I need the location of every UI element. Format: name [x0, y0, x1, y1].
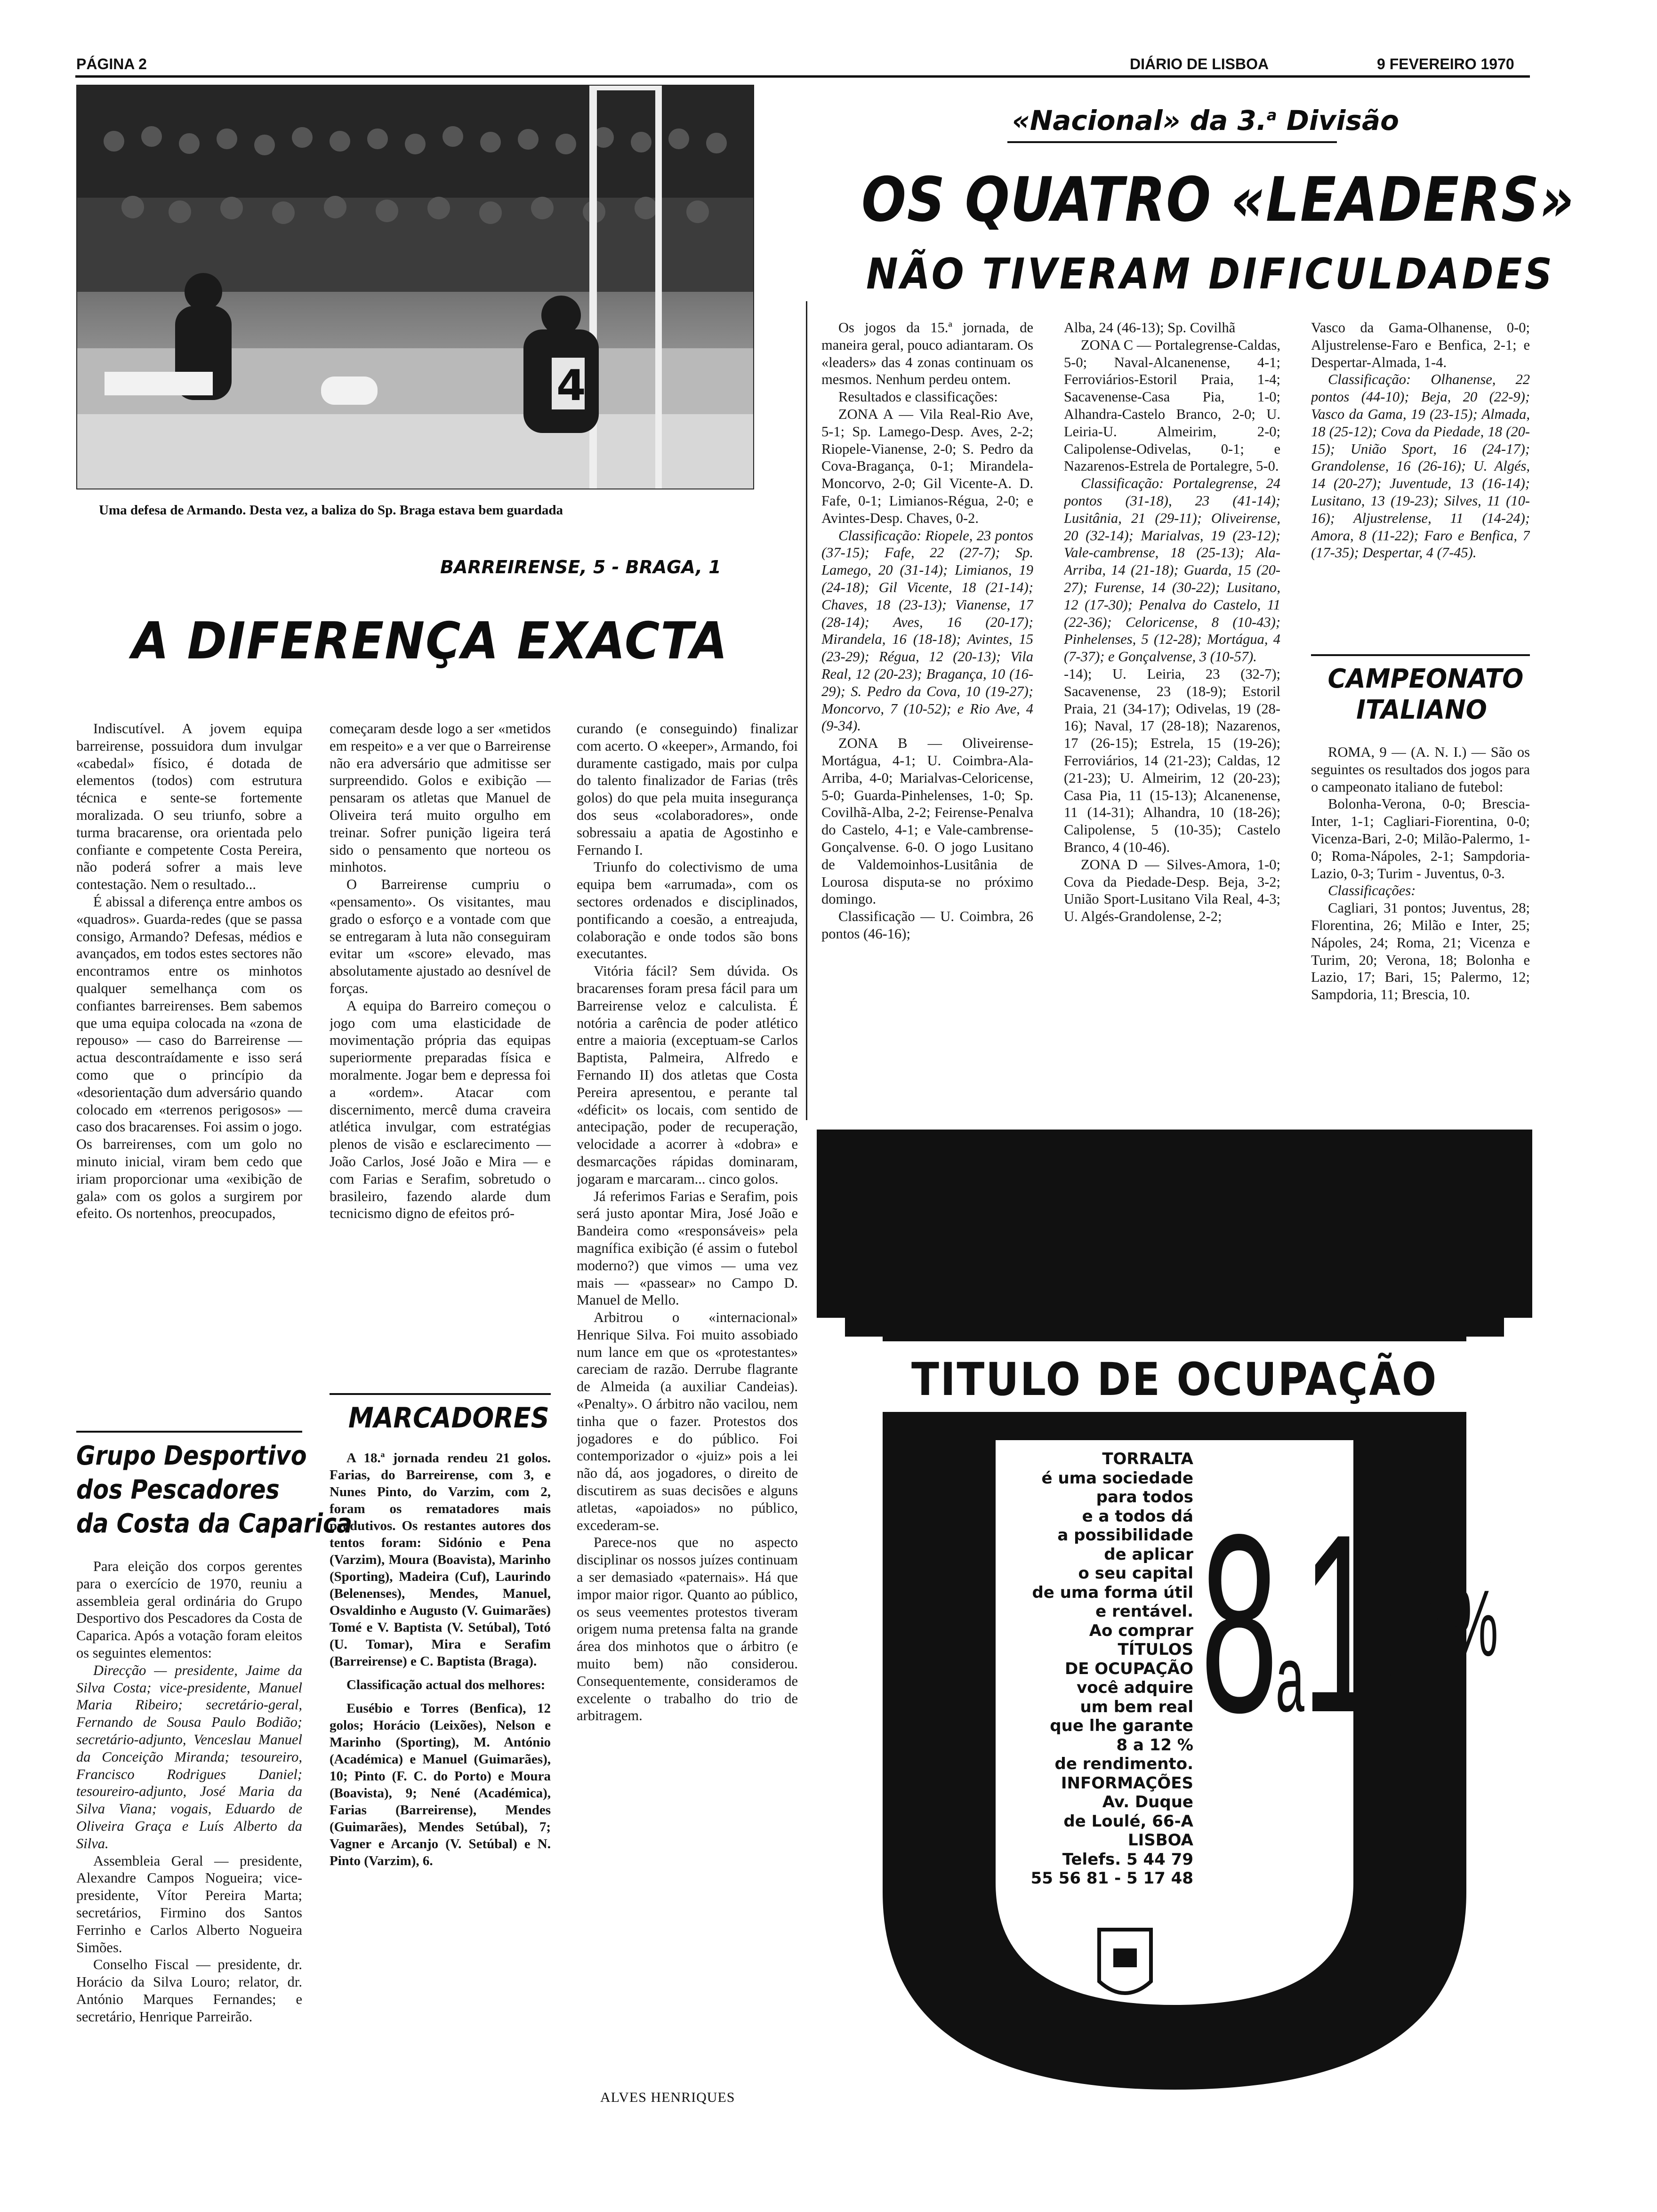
marcadores-paragraph: A 18.ª jornada rendeu 21 golos. Farias, do Barreirense, com 3, e Nunes Pinto, do Varzim, com 2, foram os rematadores mais produtivos. Os restantes autores dos tentos foram: Sidónio e Pena (Varzim), Moura (Boavista), Marinho (Sporting), Madeira (Cuf), Laurindo (Belenenses), Mendes, Manuel, Osvaldinho e Augusto (V. Guimarães) Tomé e V. Baptista (V. Setúbal), Totó (U. Tomar), Mira e Serafim (Barreirense) e C. Baptista (Braga).	[330, 1451, 551, 1669]
grupo-paragraph: Conselho Fiscal — presidente, dr. Horácio da Silva Louro; relator, dr. António Marques Fernandes; e secretário, Henrique Parreirão.	[76, 1956, 302, 2025]
article2-paragraph: Vasco da Gama-Olhanense, 0-0; Aljustrelense-Faro e Benfica, 2-1; e Despertar-Almada, 1-4.	[1311, 320, 1530, 370]
ad-body-line: que lhe garante	[1050, 1716, 1193, 1735]
ad-body	[996, 1450, 1193, 1888]
marcadores-paragraph: Eusébio e Torres (Benfica), 12 golos; Horácio (Leixões), Nelson e Marinho (Sporting), M. António (Académica) e Manuel (Guimarães), 10; Pinto (F. C. do Porto) e Moura (Boavista), 9; Nené (Académica), Farias (Barreirense), Mendes (Guimarães), Mendes Setúbal), 7; Vagner e Arcanjo (V. Setúbal) e N. Pinto (Varzim), 6.	[330, 1701, 551, 1868]
article2-paragraph: Classificação: Portalegrense, 24 pontos (31-18), 23 (41-14); Lusitânia, 21 (29-11); Oliveirense, 20 (32-14); Marialvas, 19 (23-12); Vale-cambrense, 18 (25-13); Ala-Arriba, 14 (21-18); Guarda, 15 (20-27); Furense, 14 (30-22); Lusitano, 12 (17-30); Penalva do Castelo, 11 (22-36); Celoricense, 8 (10-43); Pinhelenses, 5 (12-28); Mortágua, 4 (7-37); e Gonçalvense, 3 (10-57).	[1064, 475, 1280, 665]
photo-scene	[76, 85, 754, 489]
leaders-headline: OS QUATRO «LEADERS»	[861, 164, 1575, 235]
article2-paragraph: Classificação: Olhanense, 22 pontos (44-10); Beja, 20 (22-9); Vasco da Gama, 19 (23-15); Almada, 18 (25-12); Cova da Piedade, 18 (20-15); União Sport, 16 (24-17); Grandolense, 16 (26-16); U. Algés, 14 (20-27); Juventude, 13 (16-14); Lusitano, 13 (19-23); Silves, 11 (10-16); Aljustrelense, 11 (14-24); Amora, 8 (11-22); Faro e Benfica, 7 (17-35); Despertar, 4 (7-45).	[1311, 371, 1530, 561]
ad-body-line: e rentável.	[1095, 1602, 1193, 1621]
ad-big-rate-percent: %	[1452, 1571, 1496, 1676]
italiano-paragraph: ROMA, 9 — (A. N. I.) — São os seguintes os resultados dos jogos para o campeonato italiano de futebol:	[1311, 744, 1530, 795]
column-divider	[806, 301, 807, 1120]
grupo-paragraph: Para eleição dos corpos gerentes para o exercício de 1970, reuniu a assembleia geral ordinária do Grupo Desportivo dos Pescadores da Costa de Caparica. Após a votação foram eleitos os seguintes elementos:	[76, 1558, 302, 1661]
ad-big-rate	[1200, 1482, 1496, 1806]
ad-body-line: para todos	[1096, 1488, 1193, 1507]
ad-body-line: INFORMAÇÕES	[1061, 1773, 1193, 1793]
grupo-paragraph: Direcção — presidente, Jaime da Silva Costa; vice-presidente, Manuel Maria Ribeiro; secretário-geral, Fernando de Sousa Paulo Bodião; secretário-adjunto, Venceslau Manuel da Conceição Miranda; tesoureiro, Francisco Rodrigues Daniel; tesoureiro-adjunto, José Maria da Silva Viana; vogais, Eduardo de Oliveira Graça e Luís Alberto da Silva.	[76, 1662, 302, 1851]
ad-body-line: de rendimento.	[1054, 1755, 1193, 1773]
article1-paragraph: curando (e conseguindo) finalizar com acerto. O «keeper», Armando, foi duramente castigado, mais por culpa do talento finalizador de Farias (três golos) do que pela muita insegurança dos seus «colaboradores», onde sobressaiu a apatia de Agostinho e Fernando I.	[577, 721, 798, 858]
article2-paragraph: Os jogos da 15.ª jornada, de maneira geral, pouco adiantaram. Os «leaders» das 4 zonas continuam os mesmos. Nenhum perdeu ontem.	[821, 320, 1033, 388]
italiano-column	[1311, 744, 1530, 1134]
italiano-rule	[1311, 654, 1530, 656]
article2-paragraph: Resultados e classificações:	[838, 389, 998, 405]
photo-caption: Uma defesa de Armando. Desta vez, a baliza do Sp. Braga estava bem guardada	[99, 503, 563, 518]
grupo-column	[76, 1558, 302, 2108]
torralta-advertisement	[817, 1130, 1532, 2108]
article1-paragraph: Parece-nos que no aspecto disciplinar os nossos juízes continuam a ser demasiado «paternais». Há que impor maior rigor. Quanto ao público, os seus veementes protestos tiveram origem numa pretensa falta na grande área dos minhotos que o árbitro (e muito bem) não considerou. Consequentemente, consideramos de excelente o trabalho do trio de arbitragem.	[577, 1534, 798, 1724]
grupo-title-line: da Costa da Caparica	[76, 1508, 353, 1539]
marcadores-column	[330, 1450, 551, 2108]
article2-paragraph: Alba, 24 (46-13); Sp. Covilhã	[1064, 320, 1236, 336]
italiano-paragraph: Cagliari, 31 pontos; Juventus, 28; Florentina, 26; Milão e Inter, 25; Nápoles, 24; Roma, 21; Vicenza e Turim, 20; Verona, 18; Bolonha e Lazio, 17; Bari, 15; Palermo, 12; Sampdoria, 11; Brescia, 10.	[1311, 900, 1530, 1003]
article2-paragraph: ZONA D — Silves-Amora, 1-0; Cova da Piedade-Desp. Beja, 3-2; União Sport-Lusitano Vila Real, 4-3; U. Algés-Grandolense, 2-2;	[1064, 856, 1280, 925]
svg-text:4: 4	[556, 361, 586, 410]
article1-paragraph: O Barreirense cumpriu o «pensamento». Os visitantes, mau grado o esforço e a vontade com que se entregaram à luta não conseguiram evitar um «score» elevado, mas absolutamente ajustado ao desnível de forças.	[330, 876, 551, 996]
ad-body-line: Av. Duque	[1102, 1793, 1193, 1811]
article2-paragraph: ZONA C — Portalegrense-Caldas, 5-0; Naval-Alcanenense, 4-1; Ferroviários-Estoril Praia, 1-4; Sacavenense-Casa Pia, 1-0; Alhandra-Castelo Branco, 2-0; U. Leiria-U. Almeirim, 2-0; Calipolense-Odivelas, 0-1; e Nazarenos-Estrela de Portalegre, 5-0.	[1064, 337, 1280, 474]
grupo-rule	[76, 1431, 302, 1433]
ad-body-line: a possibilidade	[1057, 1526, 1193, 1545]
ad-body-line: de aplicar	[1104, 1545, 1193, 1564]
issue-date: 9 FEVEREIRO 1970	[1377, 56, 1514, 72]
marcadores-rule	[330, 1393, 551, 1395]
italiano-title-line: CAMPEONATO	[1327, 664, 1524, 694]
article2-column-1	[821, 319, 1033, 1129]
article1-column-2	[330, 720, 551, 1393]
article1-paragraph: começaram desde logo a ser «metidos em respeito» e a ver que o Barreirense não era adversário que admitisse ser surpreendido. Golos e exibição —pensaram os atletas que Manuel de Oliveira terá muito orgulho em treinar. Sofrer punição ligeira terá sido o pensamento que norteou os minhotos.	[330, 721, 551, 875]
ad-body-line: você adquire	[1077, 1678, 1193, 1697]
marcadores-title: MARCADORES	[348, 1402, 549, 1435]
article1-paragraph: Triunfo do colectivismo de uma equipa bem «arrumada», com os sectores ordenados e disciplinados, pontificando a coesão, a entreajuda, colaboração e onde todos são bons executantes.	[577, 859, 798, 962]
division-kicker	[1012, 104, 1399, 136]
italiano-title-line: ITALIANO	[1356, 695, 1487, 725]
article1-paragraph: Arbitrou o «internacional» Henrique Silva. Foi muito assobiado num lance em que os «protestantes» careciam de razão. Derrube flagrante de Almeida (a auxiliar Candeias). «Penalty». O árbitro não vacilou, nem tinha que o fazer. Protestos dos jogadores e do público. Foi contemporizador o «juiz» pois a lei não dá, aos jogadores, o direito de discutirem as suas decisões e alguns atletas, «apoiados» no público, excederam-se.	[577, 1309, 798, 1533]
ad-body-line: TORRALTA	[1102, 1450, 1193, 1468]
article2-column-3	[1311, 319, 1530, 649]
ad-body-line: DE OCUPAÇÃO	[1064, 1659, 1193, 1678]
ad-body-line: de uma forma útil	[1032, 1583, 1193, 1602]
ad-body-line: o seu capital	[1078, 1564, 1193, 1583]
article2-column-2	[1064, 319, 1280, 1129]
ad-big-rate-low: 8	[1200, 1482, 1276, 1765]
ad-body-line: um bem real	[1080, 1697, 1193, 1716]
article2-paragraph: ZONA A — Vila Real-Rio Ave, 5-1; Sp. Lamego-Desp. Aves, 2-2; Riopele-Vianense, 2-0; S. Pedro da Cova-Bragança, 0-1; Mirandela-Moncorvo, 2-0; Gil Vicente-A. D. Fafe, 0-1; Limianos-Régua, 2-0; e Avintes-Desp. Chaves, 0-2.	[821, 406, 1033, 526]
article1-paragraph: Indiscutível. A jovem equipa barreirense, possuidora dum invulgar «cabedal» físico, é dotada de elementos (todos) com estrutura técnica e sente-se fortemente moralizada. O seu triunfo, sobre a turma bracarense, ora orientada pelo confiante e competente Costa Pereira, não poderá sofrer a mais leve contestação. Nem o resultado...	[76, 721, 302, 893]
ad-body-line: LISBOA	[1127, 1831, 1193, 1850]
grupo-title	[76, 1439, 352, 1541]
kicker-underline	[1007, 141, 1337, 143]
ad-body-line: 8 a 12 %	[1116, 1735, 1193, 1755]
page-number: PÁGINA 2	[76, 56, 147, 72]
italiano-paragraph: Bolonha-Verona, 0-0; Brescia-Inter, 1-1; Cagliari-Fiorentina, 0-0; Vicenza-Bari, 2-0; Milão-Palermo, 1-0; Roma-Nápoles, 2-1; Sampdoria-Lazio, 0-3; Turim - Juventus, 0-3.	[1311, 796, 1530, 882]
article1-paragraph: Já referimos Farias e Serafim, pois será justo apontar Mira, José João e Bandeira como «responsáveis» pela magnífica exibição (é assim o futebol moderno?) que vimos — uma vez mais — «passear» no Campo D. Manuel de Mello.	[577, 1188, 798, 1308]
article1-paragraph: Vitória fácil? Sem dúvida. Os bracarenses foram presa fácil para um Barreirense veloz e calculista. É notória a carência de poder atlético entre a maioria (exceptuam-se Carlos Baptista, Palmeira, Alfredo e Fernando II) dos atletas que Costa Pereira apresentou, e perante tal «déficit» os locais, com sentido de antecipação, poder de recuperação, velocidade a acorrer à «dobra» e desmarcações rápidas dominaram, jogaram e marcaram... cinco golos.	[577, 963, 798, 1187]
byline: ALVES HENRIQUES	[600, 2090, 735, 2105]
leaders-subheadline: NÃO TIVERAM DIFICULDADES	[866, 249, 1555, 299]
grupo-title-line: dos Pescadores	[76, 1475, 280, 1505]
match-score-kicker: BARREIRENSE, 5 - BRAGA, 1	[440, 557, 721, 577]
ad-big-rate-connector: a	[1275, 1627, 1302, 1731]
ad-body-line: e a todos dá	[1082, 1507, 1193, 1526]
article2-paragraph: Classificação: Riopele, 23 pontos (37-15); Fafe, 22 (27-7); Sp. Lamego, 20 (31-14); Limianos, 19 (24-18); Gil Vicente, 18 (21-14); Chaves, 18 (23-13); Vianense, 17 (28-14); Aves, 16 (20-17); Mirandela, 16 (18-18); Avintes, 15 (23-29); Régua, 12 (20-13); Vila Real, 12 (20-23); Bragança, 10 (16-29); S. Pedro da Cova, 10 (19-27); Moncorvo, 7 (10-52); e Rio Ave, 4 (9-34).	[821, 527, 1033, 734]
italiano-title	[1327, 664, 1524, 726]
division-kicker-sup: a	[1266, 106, 1277, 124]
article1-paragraph: A equipa do Barreiro começou o jogo com uma elasticidade de movimentação própria das equipas superiormente preparadas física e moralmente. Jogar bem e depressa foi a «ordem». Atacar com discernimento, mercê duma craveira atlética invulgar, com estratégias plenos de visão e esclarecimento — João Carlos, José João e Mira — e com Farias e Serafim, sobretudo o brasileiro, fazendo alarde dum tecnicismo digno de efeitos pró-	[330, 997, 551, 1222]
article-headline: A DIFERENÇA EXACTA	[132, 612, 728, 671]
match-photo	[76, 85, 754, 489]
article1-paragraph: É abissal a diferença entre ambos os «quadros». Guarda-redes (que se passa consigo, Armando? Defesas, médios e avançados, em todos estes sectores não encontramos entre os minhotos qualquer semelhança com os confiantes barreirenses. Bem sabemos que uma equipa colocada na «zona de repouso» — caso do Barreirense — actua descontraídamente e isso será como que o princípio da «desorientação dum adversário quando colocado em «terrenos perigosos» — caso dos bracarenses. Foi assim o jogo. Os barreirenses, com um golo no minuto inicial, viram bem cedo que iriam proporcionar uma «exibição de gala» com os golos a surgirem por efeito. Os nortenhos, preocupados,	[76, 893, 302, 1222]
ad-body-line: Ao comprar	[1089, 1621, 1193, 1640]
article2-paragraph: -14); U. Leiria, 23 (32-7); Sacavenense, 23 (18-9); Estoril Praia, 21 (34-17); Odivelas, 19 (28-16); Naval, 17 (28-18); Nazarenos, 17 (26-15); Estrela, 15 (19-26); Ferroviários, 14 (21-23); Caldas, 12 (21-23); U. Almeirim, 12 (20-23); Casa Pia, 11 (15-13); Alcanenense, 11 (14-31); Alhandra, 10 (18-26); Calipolense, 5 (10-35); Castelo Branco, 4 (10-46).	[1064, 665, 1280, 855]
grupo-paragraph: Assembleia Geral — presidente, Alexandre Campos Nogueira; vice-presidente, Vítor Pereira Marta; secretários, Firmino dos Santos Ferrinho e Carlos Alberto Nogueira Simões.	[76, 1852, 302, 1956]
article1-column-1	[76, 720, 302, 1421]
header-rule	[75, 75, 1530, 78]
grupo-title-line: Grupo Desportivo	[76, 1441, 307, 1471]
ad-body-line: é uma sociedade	[1041, 1468, 1193, 1488]
article1-column-3	[577, 720, 798, 2104]
ad-title: TITULO DE OCUPAÇÃO	[911, 1353, 1438, 1406]
ad-body-line: TÍTULOS	[1118, 1640, 1193, 1659]
ad-body-line: Telefs. 5 44 79	[1062, 1850, 1193, 1869]
article2-paragraph: ZONA B — Oliveirense-Mortágua, 4-1; U. Coimbra-Ala-Arriba, 4-0; Marialvas-Celoricense, 5-0; Guarda-Pinhelenses, 1-0; Sp. Covilhã-Alba, 2-2; Feirense-Penalva do Castelo, 4-1; e Vale-cambrense-Gonçalvense. 6-0. O jogo Lusitano de Valdemoinhos-Lusitânia de Lourosa disputa-se no próximo domingo.	[821, 735, 1033, 907]
newspaper-name: DIÁRIO DE LISBOA	[1130, 56, 1269, 72]
ad-big-rate-high: 12	[1302, 1482, 1452, 1765]
article2-paragraph: Classificação — U. Coimbra, 26 pontos (46-16);	[821, 908, 1033, 942]
ad-body-line: de Loulé, 66-A	[1063, 1811, 1193, 1831]
ad-body-line: 55 56 81 - 5 17 48	[1030, 1869, 1193, 1888]
division-kicker-text: Divisão	[1277, 104, 1399, 136]
marcadores-subtitle: Classificação actual dos melhores:	[346, 1677, 546, 1692]
italiano-paragraph: Classificações:	[1328, 882, 1416, 899]
division-kicker-text: «Nacional» da 3.	[1012, 104, 1267, 136]
